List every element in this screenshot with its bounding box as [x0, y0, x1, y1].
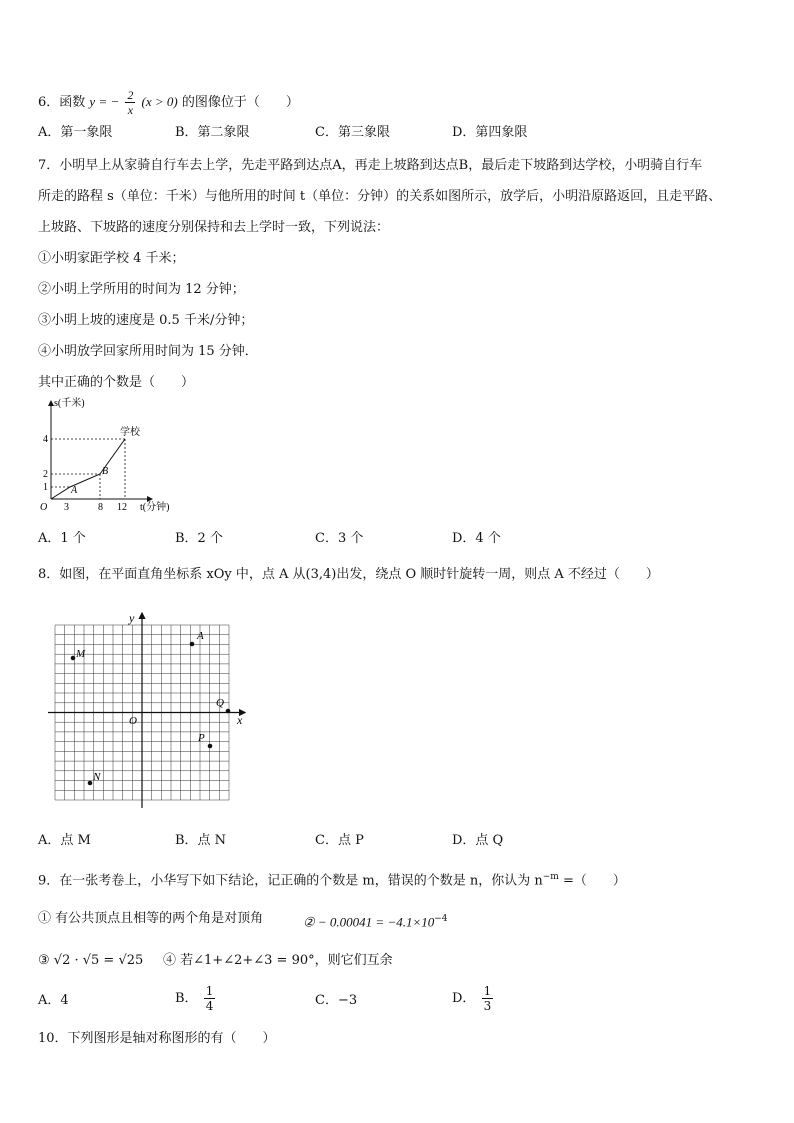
q7-line-1: 7．小明早上从家骑自行车去上学，先走平路到达点A，再走上坡路到达点B，最后走下坡路到达学校，小明骑自行车: [38, 158, 703, 173]
q9-option-b-frac: [204, 984, 216, 1013]
q6-option-a: A．第一象限: [38, 125, 113, 140]
q6-suffix: 的图像位于（ ）: [181, 95, 299, 110]
q8-point-a: [190, 642, 195, 647]
q9-stem-text: 9．在一张考卷上，小华写下如下结论，记正确的个数是 m，错误的个数是 n，你认为 n: [38, 873, 543, 889]
q9-statement-3: ③ √2 · √5 = √25: [38, 953, 144, 968]
q7-xtick-12: 12: [117, 502, 127, 513]
q6-formula-cond: (x > 0): [141, 94, 178, 109]
q8-label-m: M: [76, 648, 86, 660]
q8-option-b: B．点 N: [175, 833, 227, 848]
q6-fraction: [125, 88, 135, 117]
q6-stem: [38, 88, 299, 117]
q7-origin: O: [40, 502, 48, 513]
q7-path-line: [51, 439, 125, 499]
q8-point-n: [88, 781, 93, 786]
q9-option-b-label: B．: [175, 991, 198, 1006]
q7-y-label: s(千米): [54, 398, 85, 409]
q9-stem: [38, 868, 626, 890]
q7-question: 其中正确的个数是（ ）: [38, 375, 195, 390]
q8-point-q: [226, 709, 231, 714]
q7-point-b: B: [102, 466, 109, 477]
q7-statement-3: ③小明上坡的速度是 0.5 千米/分钟；: [38, 313, 254, 328]
q6-frac-num: 2: [127, 88, 134, 102]
q7-option-a: A．1 个: [38, 531, 86, 546]
q8-y-label: y: [129, 611, 135, 625]
q9-option-b-num: 1: [205, 984, 214, 998]
q8-coordinate-grid: [45, 610, 255, 810]
q7-ytick-4: 4: [43, 434, 48, 445]
q9-option-b: [175, 984, 217, 1013]
q9-statement-2: [303, 910, 448, 932]
q7-school-label: 学校: [120, 427, 140, 438]
q7-statement-2: ②小明上学所用的时间为 12 分钟；: [38, 282, 245, 297]
q7-distance-time-graph: [30, 395, 190, 520]
q7-point-a: A: [71, 485, 78, 496]
q9-option-a: A．4: [38, 993, 69, 1008]
q9-statement-2-sup: −4: [434, 914, 448, 924]
q7-line-2: 所走的路程 s（单位：千米）与他所用的时间 t（单位：分钟）的关系如图所示，放学后，小明沿原路返回，且走平路、: [38, 189, 722, 204]
q9-statement-1: ① 有公共顶点且相等的两个角是对顶角: [38, 911, 264, 926]
q9-statement-2-text: ② − 0.00041 = −4.1×10: [303, 914, 435, 930]
q6-prefix: 6．函数: [38, 95, 86, 110]
q7-ytick-2: 2: [43, 469, 48, 480]
q8-label-n: N: [93, 771, 101, 783]
q7-ytick-1: 1: [43, 482, 48, 493]
q7-option-b: B．2 个: [175, 531, 223, 546]
q8-label-p: P: [198, 732, 205, 744]
q8-option-d: D．点 Q: [452, 833, 504, 848]
q7-statement-4: ④小明放学回家所用时间为 15 分钟．: [38, 344, 258, 359]
q8-label-a: A: [197, 630, 204, 642]
q6-frac-den: x: [127, 103, 134, 117]
q8-label-q: Q: [216, 697, 224, 709]
q7-option-d: D．4 个: [452, 531, 501, 546]
q8-origin: O: [129, 715, 137, 727]
q9-option-d-num: 1: [483, 984, 492, 998]
q6-option-d: D．第四象限: [452, 125, 528, 140]
q9-stem-sup: −m: [542, 872, 559, 882]
q9-option-c: C．−3: [315, 993, 358, 1008]
q7-line-3: 上坡路、下坡路的速度分别保持和去上学时一致，下列说法：: [38, 220, 390, 235]
q9-statement-4: ④ 若∠1+∠2+∠3 = 90°，则它们互余: [163, 953, 393, 968]
q9-stem-end: =（ ）: [558, 873, 626, 889]
q7-x-label: t(分钟): [140, 502, 170, 513]
q9-option-b-den: 4: [205, 999, 214, 1013]
q10-stem: 10．下列图形是轴对称图形的有（ ）: [38, 1031, 276, 1046]
q8-point-p: [208, 744, 213, 749]
q8-x-label: x: [237, 713, 243, 727]
q9-option-d-den: 3: [483, 999, 492, 1013]
q9-option-d-frac: [482, 984, 494, 1013]
q7-xtick-8: 8: [98, 502, 103, 513]
q8-option-c: C．点 P: [315, 833, 364, 848]
q9-option-d: [452, 984, 495, 1013]
q7-xtick-3: 3: [64, 502, 69, 513]
q6-option-c: C．第三象限: [315, 125, 390, 140]
q6-option-b: B．第二象限: [175, 125, 250, 140]
q6-formula-left: y = −: [89, 94, 120, 109]
q8-option-a: A．点 M: [38, 833, 91, 848]
q9-option-d-label: D．: [452, 991, 476, 1006]
q8-stem: 8．如图，在平面直角坐标系 xOy 中，点 A 从(3,4)出发，绕点 O 顺时针旋转一周，则点 A 不经过（ ）: [38, 567, 659, 582]
q8-point-m: [71, 656, 76, 661]
q7-option-c: C．3 个: [315, 531, 364, 546]
q7-statement-1: ①小明家距学校 4 千米；: [38, 251, 185, 266]
